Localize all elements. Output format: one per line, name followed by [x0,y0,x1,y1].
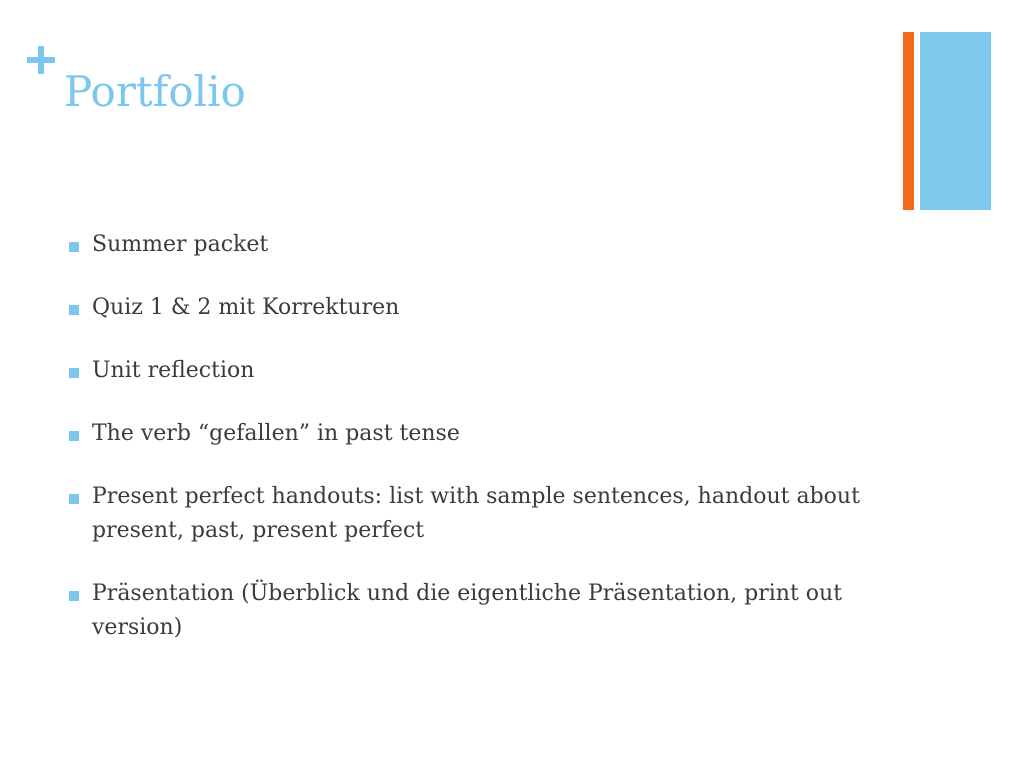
bullet-text: The verb “gefallen” in past tense [92,421,460,446]
plus-icon-vertical-bar [38,46,44,74]
square-bullet-icon [69,591,79,601]
square-bullet-icon [69,242,79,252]
square-bullet-icon [69,494,79,504]
bullet-item [66,417,906,451]
blue-accent-block [920,32,991,210]
square-bullet-icon [69,431,79,441]
slide-title: Portfolio [64,67,246,116]
bullet-item [66,228,906,262]
bullet-list [66,228,906,674]
bullet-item [66,291,906,325]
bullet-text: Present perfect handouts: list with sample sentences, handout about present, past, present perfect [92,484,860,543]
bullet-text: Unit reflection [92,358,255,383]
bullet-item [66,480,906,548]
orange-accent-bar [903,32,914,210]
bullet-text: Präsentation (Überblick und die eigentliche Präsentation, print out version) [92,581,843,640]
bullet-item [66,354,906,388]
bullet-text: Summer packet [92,232,269,257]
plus-icon [27,46,55,74]
square-bullet-icon [69,368,79,378]
square-bullet-icon [69,305,79,315]
bullet-item [66,577,906,645]
bullet-text: Quiz 1 & 2 mit Korrekturen [92,295,400,320]
